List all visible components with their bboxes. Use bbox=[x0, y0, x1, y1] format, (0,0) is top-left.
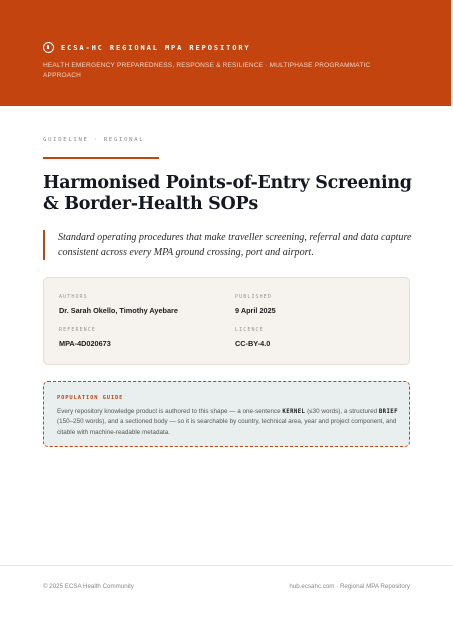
guide-text-2: (≤30 words), a structured bbox=[305, 408, 379, 415]
guide-label: POPULATION GUIDE bbox=[57, 395, 124, 401]
header-banner bbox=[0, 0, 453, 106]
guide-text-1: Every repository knowledge product is authored to this shape — a one-sentence bbox=[57, 408, 283, 415]
footer-copyright: © 2025 ECSA Health Community bbox=[43, 583, 134, 590]
published-field bbox=[235, 294, 276, 315]
licence-label: LICENCE bbox=[235, 327, 264, 333]
page-title: Harmonised Points-of-Entry Screening & Border-Health SOPs bbox=[43, 173, 412, 214]
header-subtitle: HEALTH EMERGENCY PREPAREDNESS, RESPONSE & RESILIENCE · MULTIPHASE PROGRAMMATIC APPROACH bbox=[43, 62, 371, 79]
published-value: 9 April 2025 bbox=[235, 306, 276, 315]
authors-value: Dr. Sarah Okello, Timothy Ayebare bbox=[59, 306, 178, 315]
accent-rule bbox=[43, 157, 159, 159]
brand bbox=[43, 42, 251, 53]
guide-text-3: (150–250 words), and a sectioned body — so it is searchable by country, technical area, year and project component, and citable with machine-readable metadata. bbox=[57, 418, 397, 436]
reference-field bbox=[59, 327, 111, 348]
footer-divider bbox=[0, 565, 453, 566]
brief-code: BRIEF bbox=[378, 409, 398, 415]
document-kicker: GUIDELINE · REGIONAL bbox=[43, 137, 145, 143]
authors-label: AUTHORS bbox=[59, 294, 88, 300]
licence-field bbox=[235, 327, 270, 348]
metadata-card bbox=[43, 277, 410, 365]
population-guide-callout bbox=[43, 381, 410, 447]
reference-label: REFERENCE bbox=[59, 327, 96, 333]
power-icon bbox=[43, 42, 54, 53]
brand-title: ECSA-HC REGIONAL MPA REPOSITORY bbox=[61, 43, 251, 52]
kernel-code: KERNEL bbox=[282, 409, 306, 415]
footer-site-link[interactable]: hub.ecsahc.com · Regional MPA Repository bbox=[289, 583, 410, 590]
authors-field bbox=[59, 294, 178, 315]
guide-body bbox=[57, 407, 400, 438]
lede-quote: Standard operating procedures that make traveller screening, referral and data capture consistent across every MPA ground crossing, port and airport. bbox=[43, 230, 413, 260]
published-label: PUBLISHED bbox=[235, 294, 272, 300]
licence-value: CC-BY-4.0 bbox=[235, 339, 271, 348]
reference-value: MPA-4D020673 bbox=[59, 339, 111, 348]
